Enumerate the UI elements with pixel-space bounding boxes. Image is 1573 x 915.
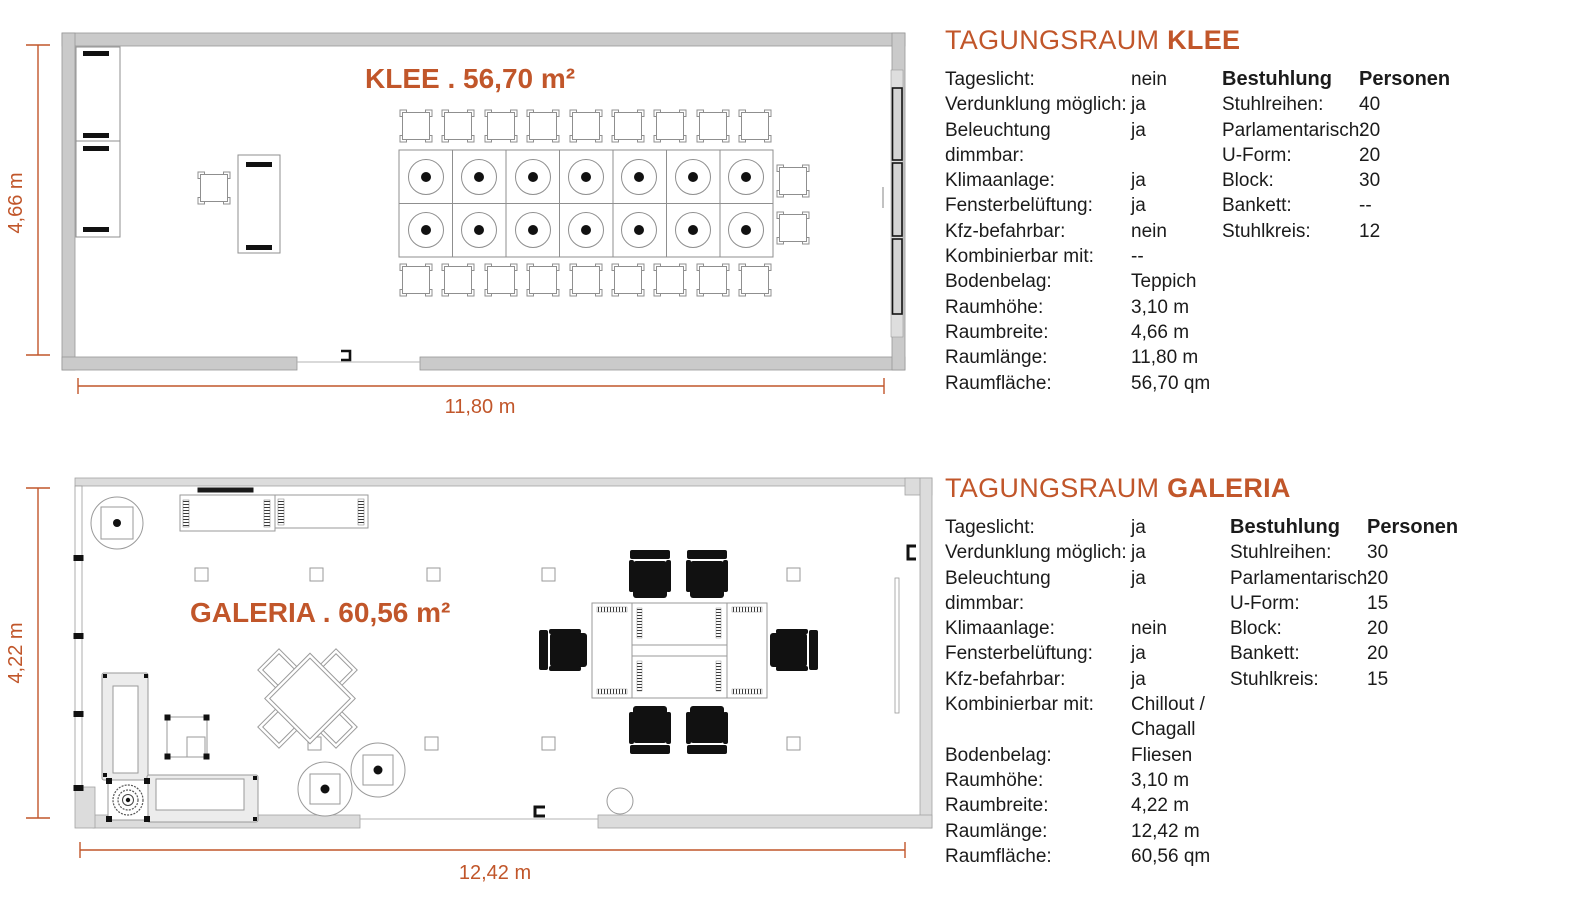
galeria-floor-circle	[607, 788, 633, 814]
seating-label: U-Form:	[1222, 144, 1292, 166]
spec-row	[945, 193, 1255, 218]
spec-row	[945, 844, 1255, 869]
spec-label: Verdunklung möglich:	[945, 542, 1127, 564]
seating-value: 20	[1367, 643, 1389, 665]
spec-row	[945, 67, 1255, 92]
spec-row	[945, 692, 1255, 743]
spec-row	[945, 768, 1255, 793]
galeria-conference-chairs	[539, 550, 818, 754]
spec-value: nein	[1131, 69, 1167, 90]
spec-label: Beleuchtung dimmbar:	[945, 567, 1051, 614]
spec-label: Bodenbelag:	[945, 271, 1052, 293]
galeria-room-title	[945, 473, 1571, 504]
spec-label: Tageslicht:	[945, 69, 1035, 90]
seating-label: Parlamentarisch:	[1230, 567, 1373, 589]
seating-value: 30	[1367, 542, 1389, 564]
klee-seating-table	[1222, 67, 1522, 244]
seating-row	[1222, 193, 1522, 218]
spec-value: ja	[1131, 542, 1146, 564]
seating-row	[1230, 641, 1530, 666]
spec-label: Beleuchtung dimmbar:	[945, 119, 1051, 166]
klee-door-icon	[341, 351, 350, 360]
seating-value: 20	[1367, 567, 1389, 589]
klee-floor-plan	[0, 0, 940, 455]
chair	[198, 172, 230, 204]
galeria-floor-plan	[0, 455, 940, 915]
spec-value: 3,10 m	[1131, 769, 1190, 791]
spec-label: Raumfläche:	[945, 845, 1052, 867]
spec-value: 12,42 m	[1131, 820, 1200, 842]
galeria-window-band	[74, 486, 84, 791]
spec-row	[945, 540, 1255, 565]
klee-window-band	[883, 70, 903, 337]
galeria-door-icon-right	[908, 546, 916, 559]
seating-col-personen: Personen	[1367, 516, 1459, 538]
galeria-bistro-group	[258, 649, 357, 748]
galeria-room-title-prefix: TAGUNGSRAUM	[945, 473, 1160, 503]
klee-height-label: 4,66 m	[5, 172, 27, 234]
galeria-door-icon-bottom	[535, 807, 545, 816]
galeria-side-table	[165, 715, 210, 760]
klee-width-dimension	[78, 378, 884, 418]
spec-row	[945, 168, 1255, 193]
spec-row	[945, 92, 1255, 117]
seating-value: 40	[1359, 94, 1381, 116]
klee-chair-row-top	[400, 110, 771, 142]
spec-value: 56,70 qm	[1131, 372, 1211, 394]
klee-table-block	[399, 150, 773, 257]
spec-label: Verdunklung möglich:	[945, 94, 1127, 116]
spec-label: Raumbreite:	[945, 321, 1049, 343]
spec-row	[945, 345, 1255, 370]
galeria-sideboards	[180, 488, 368, 531]
spec-row	[945, 515, 1255, 540]
spec-label: Raumhöhe:	[945, 296, 1044, 318]
seating-label: Block:	[1222, 170, 1274, 192]
spec-label: Raumlänge:	[945, 820, 1048, 842]
seating-label: Block:	[1230, 618, 1282, 640]
spec-value: 3,10 m	[1131, 296, 1190, 318]
seating-value: 12	[1359, 220, 1381, 242]
spec-row	[945, 295, 1255, 320]
seating-label: U-Form:	[1230, 592, 1300, 614]
spec-label: Kombinierbar mit:	[945, 246, 1094, 268]
spec-value: ja	[1131, 170, 1146, 192]
spec-label: Kfz-befahrbar:	[945, 668, 1066, 690]
klee-room-title-name: KLEE	[1167, 25, 1241, 55]
seating-value: 15	[1367, 592, 1389, 614]
klee-room-title	[945, 25, 1571, 56]
spec-row	[945, 616, 1255, 641]
room-info-galeria	[945, 473, 1571, 869]
spec-row	[945, 566, 1255, 617]
seating-col-personen: Personen	[1359, 68, 1451, 90]
room-info-klee	[945, 25, 1571, 396]
galeria-height-dimension	[5, 488, 50, 818]
spec-row	[945, 793, 1255, 818]
seating-label: Stuhlreihen:	[1230, 542, 1332, 564]
galeria-round-table-2	[298, 762, 352, 816]
spec-row	[945, 819, 1255, 844]
spec-row	[945, 371, 1255, 396]
galeria-round-table-1	[91, 497, 143, 549]
seating-row	[1230, 566, 1530, 591]
seating-value: 15	[1367, 668, 1389, 690]
galeria-height-label: 4,22 m	[5, 622, 27, 684]
spec-value: ja	[1131, 567, 1146, 589]
klee-spec-table	[945, 67, 1255, 396]
spec-label: Raumfläche:	[945, 372, 1052, 394]
spec-row	[945, 641, 1255, 666]
galeria-plan-title: GALERIA . 60,56 m²	[190, 597, 451, 628]
klee-room-title-prefix: TAGUNGSRAUM	[945, 25, 1160, 55]
spec-value: ja	[1131, 119, 1146, 141]
spec-label: Fensterbelüftung:	[945, 643, 1093, 665]
spec-value: 60,56 qm	[1131, 845, 1211, 867]
spec-label: Raumbreite:	[945, 795, 1049, 817]
seating-row	[1222, 92, 1522, 117]
seating-label: Stuhlkreis:	[1222, 220, 1311, 242]
spec-value: ja	[1131, 195, 1146, 217]
spec-value: ja	[1131, 94, 1146, 116]
galeria-plant	[106, 778, 150, 822]
seating-row	[1230, 540, 1530, 565]
spec-label: Tageslicht:	[945, 517, 1035, 538]
seating-value: --	[1359, 195, 1372, 217]
spec-value: 11,80 m	[1131, 347, 1199, 369]
seating-label: Bankett:	[1230, 643, 1300, 665]
galeria-round-table-3	[351, 743, 405, 797]
spec-row	[945, 244, 1255, 269]
seating-row	[1230, 616, 1530, 641]
seating-label: Bankett:	[1222, 195, 1292, 217]
seating-value: 30	[1359, 170, 1381, 192]
galeria-seating-rows	[1230, 540, 1530, 692]
klee-seating-rows	[1222, 92, 1522, 244]
spec-value: 4,22 m	[1131, 795, 1190, 817]
seating-col-bestuhlung: Bestuhlung	[1230, 516, 1340, 538]
spec-row	[945, 667, 1255, 692]
spec-row	[945, 269, 1255, 294]
spec-value: ja	[1131, 643, 1146, 665]
klee-cabinets	[76, 47, 120, 237]
spec-label: Bodenbelag:	[945, 744, 1052, 766]
spec-value: Chillout / Chagall	[1131, 694, 1205, 741]
seating-col-bestuhlung: Bestuhlung	[1222, 68, 1332, 90]
seating-row	[1222, 118, 1522, 143]
seating-header	[1230, 515, 1530, 540]
galeria-right-window	[895, 578, 899, 713]
spec-label: Raumhöhe:	[945, 769, 1044, 791]
klee-chairs-right	[777, 165, 809, 244]
galeria-conference-tables	[592, 603, 767, 698]
spec-row	[945, 118, 1255, 169]
seating-row	[1222, 168, 1522, 193]
seating-row	[1222, 143, 1522, 168]
galeria-width-dimension	[80, 842, 905, 884]
spec-value: Teppich	[1131, 271, 1197, 293]
spec-value: ja	[1131, 517, 1146, 538]
spec-label: Klimaanlage:	[945, 618, 1055, 640]
spec-row	[945, 320, 1255, 345]
galeria-room-title-name: GALERIA	[1167, 473, 1291, 503]
spec-label: Klimaanlage:	[945, 170, 1055, 192]
seating-label: Stuhlkreis:	[1230, 668, 1319, 690]
spec-row	[945, 743, 1255, 768]
spec-label: Kfz-befahrbar:	[945, 220, 1066, 242]
spec-label: Raumlänge:	[945, 347, 1048, 369]
spec-label: Kombinierbar mit:	[945, 694, 1094, 716]
klee-plan-title: KLEE . 56,70 m²	[365, 63, 576, 94]
galeria-width-label: 12,42 m	[458, 862, 532, 884]
spec-row	[945, 219, 1255, 244]
galeria-spec-table	[945, 515, 1255, 869]
seating-value: 20	[1359, 144, 1381, 166]
spec-value: nein	[1131, 618, 1167, 640]
seating-row	[1230, 591, 1530, 616]
spec-value: nein	[1131, 220, 1167, 242]
galeria-seating-table	[1230, 515, 1530, 692]
spec-value: ja	[1131, 668, 1146, 690]
seating-value: 20	[1367, 618, 1389, 640]
spec-value: 4,66 m	[1131, 321, 1190, 343]
spec-value: --	[1131, 246, 1144, 268]
klee-height-dimension	[5, 45, 50, 355]
seating-label: Stuhlreihen:	[1222, 94, 1324, 116]
seating-row	[1222, 219, 1522, 244]
klee-width-label: 11,80 m	[444, 396, 516, 418]
seating-label: Parlamentarisch:	[1222, 119, 1365, 141]
spec-label: Fensterbelüftung:	[945, 195, 1093, 217]
klee-chair-row-bottom	[400, 264, 771, 296]
seating-value: 20	[1359, 119, 1381, 141]
seating-header	[1222, 67, 1522, 92]
spec-value: Fliesen	[1131, 744, 1193, 766]
seating-row	[1230, 667, 1530, 692]
klee-presenter-area	[198, 155, 280, 253]
